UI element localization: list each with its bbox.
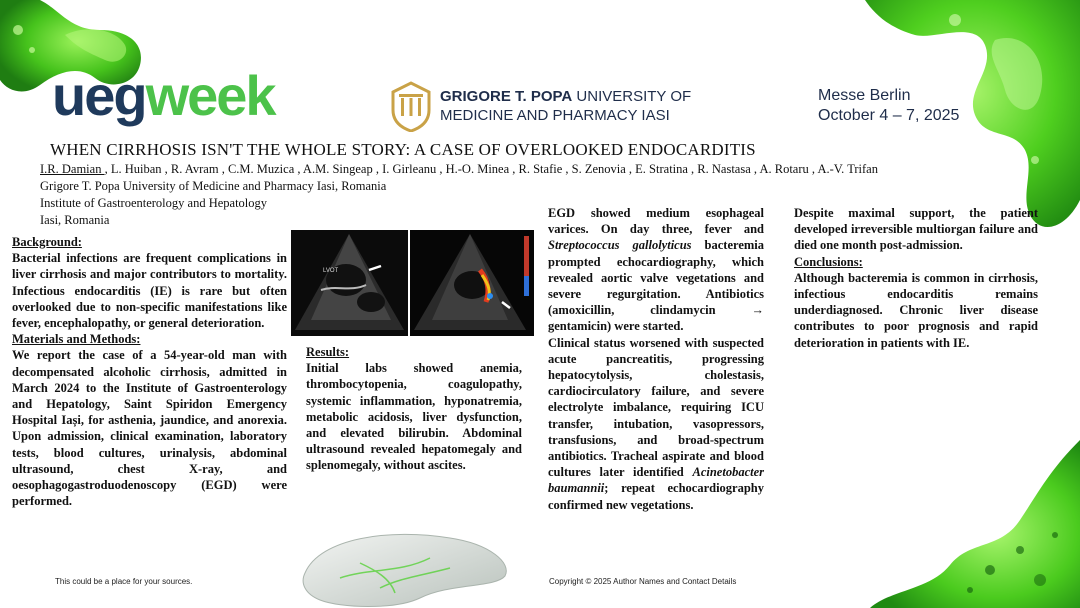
- clinical-paragraph: [548, 335, 764, 513]
- clinical-species: Acinetobacter baumannii: [548, 465, 764, 496]
- methods-text: We report the case of a 54-year-old man with decompensated alcoholic cirrhosis, admitted in March 2024 to the Institute of Gastroenterology and Hepatology, Saint Spiridon Emergency Hospital Iași, for asthenia, jaundice, and anorexia. Upon admission, clinical examination, laboratory tests, blood cultures, urinalysis, abdominal ultrasound, chest X-ray, and oesophagogastroduodenoscopy (EGD) were performed.: [12, 348, 287, 509]
- university-name-rest: UNIVERSITY OF: [572, 88, 692, 105]
- first-author: I.R. Damian: [40, 162, 105, 176]
- affiliation-university: Grigore T. Popa University of Medicine and Pharmacy Iasi: [40, 179, 335, 193]
- egd-species: Streptococcus gallolyticus: [548, 238, 692, 253]
- lvot-label: LVOT: [323, 268, 339, 274]
- outcome-text: Despite maximal support, the patient developed irreversible multiorgan failure and died one month post-admission.: [794, 206, 1038, 253]
- echocardiography-doppler-image-right: [410, 230, 534, 336]
- co-authors: , L. Huiban , R. Avram , C.M. Muzica , A.M. Singeap , I. Girleanu , H.-O. Minea , R. Stafie , S. Zenovia , E. Stratina , R. Nastasa , A. Rotaru , A.-V. Trifan: [104, 162, 878, 176]
- column-1: [12, 234, 287, 509]
- affiliation-country: , Romania: [334, 179, 387, 193]
- results-heading: Results:: [306, 345, 350, 359]
- background-heading: Background:: [12, 235, 82, 249]
- logo-ueg-text: ueg: [52, 64, 146, 127]
- venue-name: Messe Berlin: [818, 87, 911, 104]
- conclusions-text: Although bacteremia is common in cirrhosis, infectious endocarditis remains underdiagnosed. Chronic liver disease contributes to poor prognosis and rapid deterioration in patients with IE.: [794, 270, 1038, 350]
- author-list: [40, 162, 878, 177]
- clinical-text-1: Clinical status worsened with suspected acute pancreatitis, progressing hepatocytolysis, cholestasis, cardiocirculatory failure, and severe electrolyte imbalance, requiring ICU transfer, intubation, vasopressors, transfusions, and broad-spectrum antibiotics. Tracheal aspirate and blood cultures later identified: [548, 335, 764, 480]
- ueg-week-logo: [52, 64, 275, 127]
- conclusions-heading: Conclusions:: [794, 254, 863, 269]
- sources-footer: This could be a place for your sources.: [55, 577, 193, 586]
- methods-heading: Materials and Methods:: [12, 332, 141, 347]
- poster-title: WHEN CIRRHOSIS ISN'T THE WHOLE STORY: A CASE OF OVERLOOKED ENDOCARDITIS: [50, 140, 756, 159]
- background-text: Bacterial infections are frequent complications in liver cirrhosis and major contributors to mortality. Infectious endocarditis (IE) is rare but often overlooked due to non-specific manifestations like fever, encephalopathy, or general deterioration.: [12, 251, 287, 331]
- copyright-footer: Copyright © 2025 Author Names and Contact Details: [549, 577, 737, 586]
- logo-week-text: week: [145, 64, 275, 127]
- university-name-line2: MEDICINE AND PHARMACY IASI: [440, 107, 670, 124]
- event-dates: October 4 – 7, 2025: [818, 107, 960, 124]
- column-4: [794, 205, 1038, 351]
- university-name-bold: GRIGORE T. POPA: [440, 88, 573, 105]
- affiliation-line-3: Iasi, Romania: [40, 213, 110, 227]
- affiliation-line-1: [40, 179, 386, 194]
- clinical-text-2: ; repeat echocardiography confirmed new vegetations.: [548, 481, 764, 512]
- university-name: [440, 87, 691, 125]
- column-3: [548, 205, 764, 513]
- affiliation-line-2: Institute of Gastroenterology and Hepatology: [40, 196, 268, 210]
- venue-info: [818, 86, 959, 126]
- column-2: [306, 344, 522, 474]
- egd-text-2: bacteremia prompted echocardiography, which revealed aortic valve vegetations and severe regurgitation. Antibiotics (amoxicillin, clindamycin → gentamicin) were started.: [548, 238, 764, 334]
- egd-text-1: EGD showed medium esophageal varices. On day three, fever and: [548, 206, 764, 237]
- egd-paragraph: [548, 205, 764, 335]
- university-logo: [390, 80, 691, 132]
- results-text: Initial labs showed anemia, thrombocytopenia, coagulopathy, systemic inflammation, hyponatremia, metabolic acidosis, liver dysfunction, and elevated bilirubin. Abdominal ultrasound revealed hepatomegaly and splenomegaly, without ascites.: [306, 361, 522, 473]
- echocardiography-image-left: [291, 230, 408, 336]
- university-crest-icon: [390, 80, 432, 132]
